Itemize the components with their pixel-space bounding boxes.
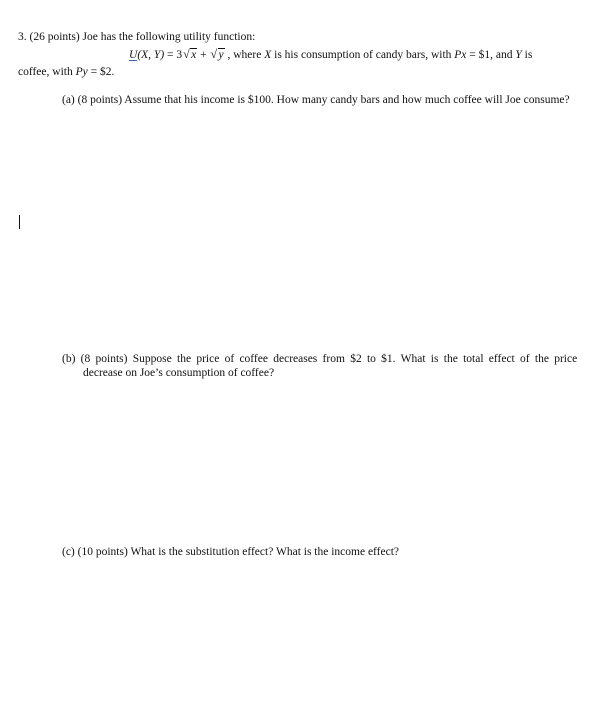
radicand-y: y — [218, 49, 224, 61]
radical-icon: √ — [210, 47, 218, 61]
question-header: 3. (26 points) Joe has the following utility function: — [18, 31, 256, 43]
var-x: X — [264, 49, 272, 61]
utility-formula-line — [129, 48, 532, 62]
sqrt-y — [211, 48, 225, 62]
is-text: is — [521, 49, 533, 61]
part-b-question-line2: decrease on Joe’s consumption of coffee? — [83, 367, 275, 379]
radicand-x: x — [191, 49, 197, 61]
part-c-question: (c) (10 points) What is the substitution effect? What is the income effect? — [62, 546, 400, 558]
text-cursor — [19, 215, 20, 229]
sqrt-x — [183, 48, 197, 62]
var-y: Y — [515, 49, 522, 61]
coffee-prefix: coffee, with — [18, 66, 76, 78]
formula-where: , where — [224, 49, 265, 61]
consumption-text: is his consumption of candy bars, with — [271, 49, 455, 61]
var-px: Px — [454, 49, 467, 61]
coffee-price-line — [18, 65, 114, 79]
part-b-question-line1: (b) (8 points) Suppose the price of coffee decreases from $2 to $1. What is the total effect of the price — [62, 353, 578, 365]
utility-function-name: U — [129, 49, 138, 61]
radical-icon: √ — [183, 47, 190, 61]
formula-equals: = 3 — [164, 49, 183, 61]
utility-function-args: (X, Y) — [137, 49, 165, 61]
var-py: Py — [75, 66, 88, 78]
py-value: = $2. — [87, 66, 115, 78]
formula-plus: + — [197, 49, 210, 61]
px-value: = $1, and — [466, 49, 516, 61]
part-a-question: (a) (8 points) Assume that his income is $100. How many candy bars and how much coffee will Joe consume? — [62, 94, 570, 106]
